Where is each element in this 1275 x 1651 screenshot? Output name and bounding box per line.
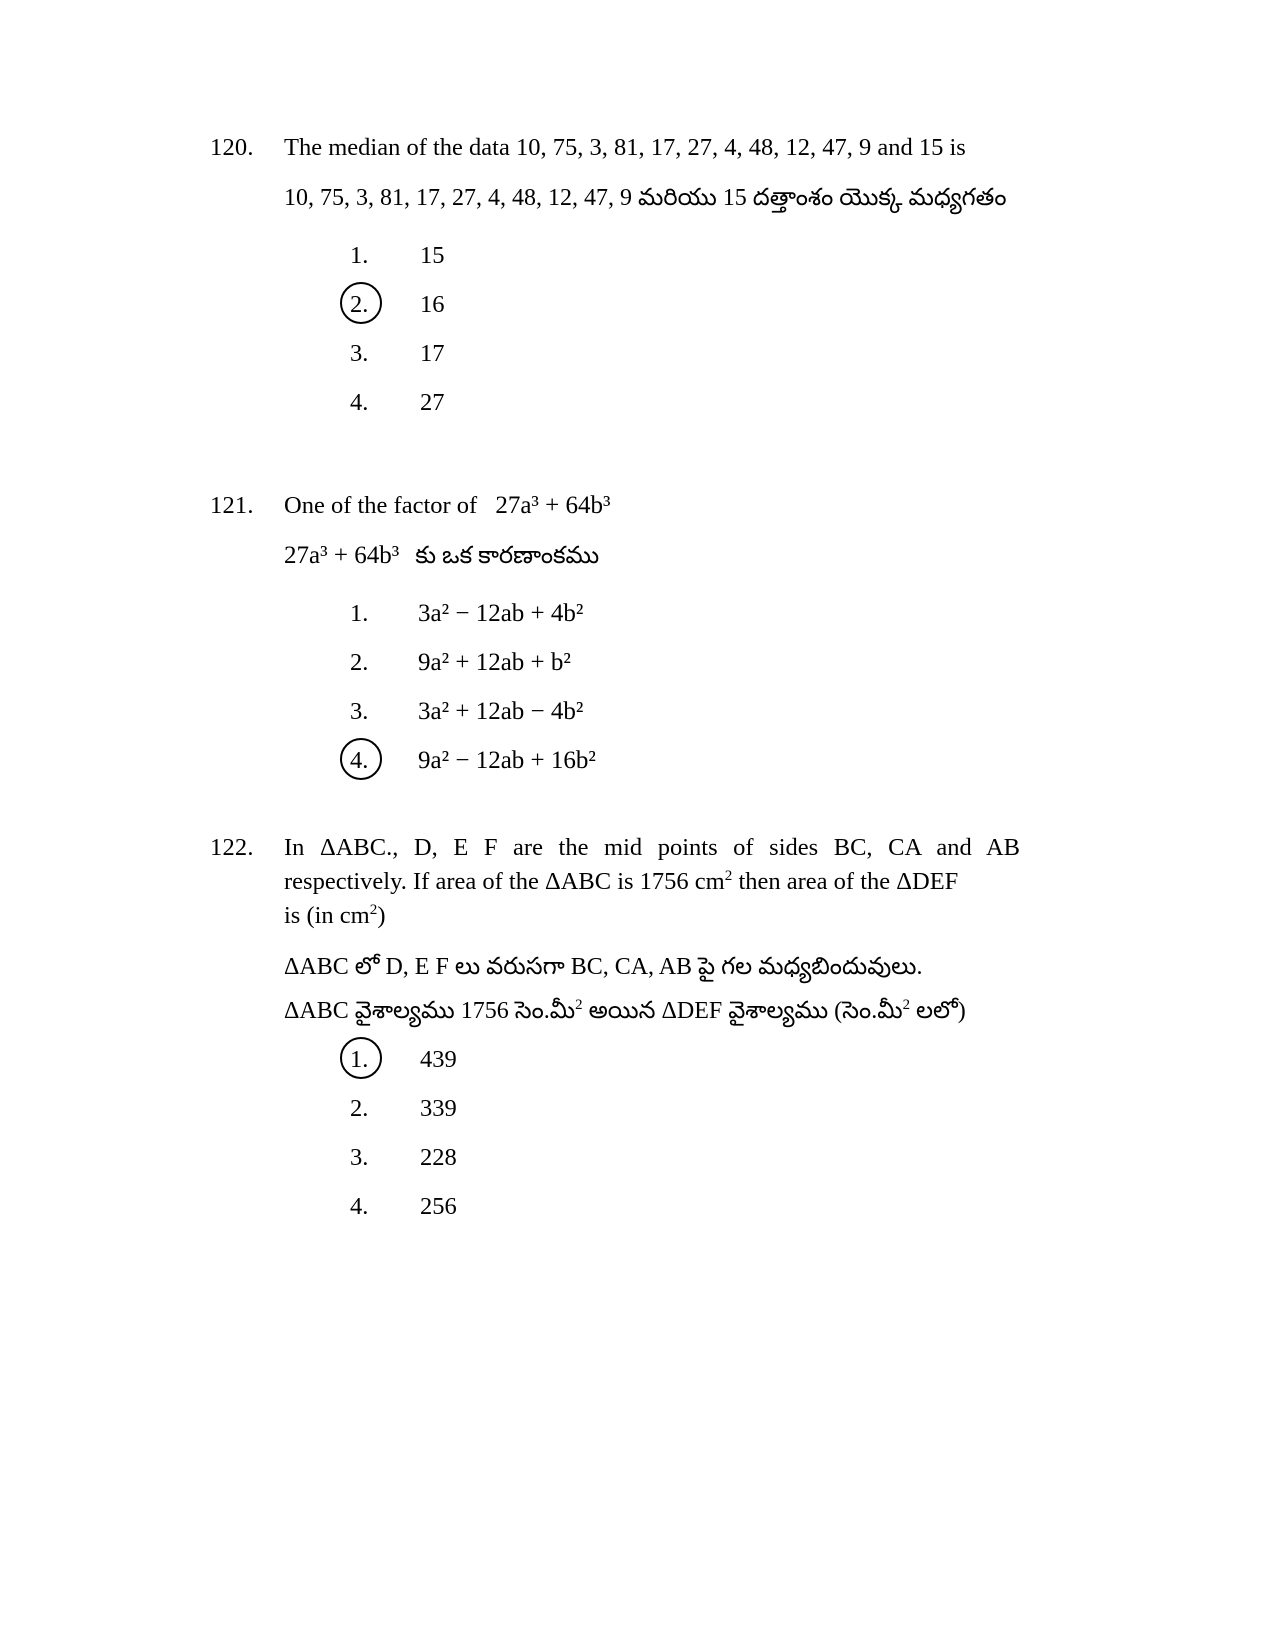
stem-telugu-line-1: ΔABC లో D, E F లు వరుసగా BC, CA, AB పై గల మధ్యబిందువులు. <box>284 954 923 980</box>
question-number: 122. <box>210 834 254 861</box>
option-list <box>344 597 1020 793</box>
option-row[interactable] <box>344 1043 1020 1092</box>
option-text: 17 <box>420 340 445 367</box>
question-stem-telugu <box>284 945 1020 1033</box>
option-text: 3a² − 12ab + 4b² <box>418 600 584 627</box>
stem-line-2 <box>284 865 1020 899</box>
stem-expression: 27a³ + 64b³ <box>495 492 611 519</box>
question-number: 120. <box>210 134 254 161</box>
question-stem-telugu: 10, 75, 3, 81, 17, 27, 4, 48, 12, 47, 9 మరియు 15 దత్తాంశం యొక్క మధ్యగతం <box>284 185 1007 211</box>
option-marker[interactable] <box>344 337 418 371</box>
stem-expression-telugu: 27a³ + 64b³ <box>284 542 400 569</box>
option-row[interactable] <box>344 239 1020 288</box>
superscript-two: 2 <box>575 997 583 1013</box>
option-marker-selected[interactable] <box>344 288 418 322</box>
option-row[interactable] <box>344 288 1020 337</box>
option-row[interactable] <box>344 597 1020 646</box>
superscript-two: 2 <box>369 900 378 918</box>
superscript-two: 2 <box>724 866 733 884</box>
option-row[interactable] <box>344 744 1020 793</box>
option-marker[interactable] <box>344 1190 418 1224</box>
option-label: 4. <box>350 747 369 774</box>
option-marker[interactable] <box>344 646 418 680</box>
option-marker[interactable] <box>344 1141 418 1175</box>
option-row[interactable] <box>344 1141 1020 1190</box>
option-text: 16 <box>420 291 445 318</box>
stem-line-3-part-b: ) <box>377 902 386 929</box>
option-text: 339 <box>420 1095 457 1122</box>
option-label: 3. <box>350 698 369 725</box>
option-label: 1. <box>350 1046 369 1073</box>
option-marker[interactable] <box>344 695 418 729</box>
option-marker[interactable] <box>344 386 418 420</box>
option-text: 15 <box>420 242 445 269</box>
option-text: 439 <box>420 1046 457 1073</box>
option-marker-selected[interactable] <box>344 1043 418 1077</box>
spacer <box>210 801 1020 831</box>
option-row[interactable] <box>344 386 1020 435</box>
question-body <box>284 831 1020 1239</box>
option-label: 2. <box>350 1095 369 1122</box>
question-120 <box>210 131 1020 435</box>
option-label: 3. <box>350 340 369 367</box>
stem-line-2-part-b: then area of the ΔDEF <box>732 868 959 895</box>
stem-line-1: In ΔABC., D, E F are the mid points of sides BC, CA and AB <box>284 834 1020 861</box>
option-label: 4. <box>350 1193 369 1220</box>
spacer <box>210 443 1020 489</box>
question-stem-english: The median of the data 10, 75, 3, 81, 17, 27, 4, 48, 12, 47, 9 and 15 is <box>284 134 966 161</box>
option-marker[interactable] <box>344 597 418 631</box>
question-list <box>210 131 1020 1247</box>
question-121 <box>210 489 1020 793</box>
option-marker-selected[interactable] <box>344 744 418 778</box>
option-label: 4. <box>350 389 369 416</box>
stem-telugu-line-2-part-a: ΔABC వైశాల్యము 1756 సెం.మీ <box>284 998 576 1024</box>
question-stem-telugu <box>284 533 1020 579</box>
option-label: 1. <box>350 600 369 627</box>
option-label: 2. <box>350 649 369 676</box>
stem-prefix: One of the factor of <box>284 492 478 519</box>
stem-suffix-telugu: కు ఒక కారణాంకము <box>415 543 600 569</box>
option-row[interactable] <box>344 1092 1020 1141</box>
stem-telugu-line-2-part-c: లలో) <box>910 998 966 1024</box>
option-list <box>344 239 1020 435</box>
option-row[interactable] <box>344 337 1020 386</box>
superscript-two: 2 <box>902 997 911 1013</box>
question-stem-english <box>284 489 1020 523</box>
option-text: 256 <box>420 1193 457 1220</box>
question-body <box>284 131 1020 435</box>
stem-line-3-part-a: is (in cm <box>284 902 370 929</box>
question-body <box>284 489 1020 793</box>
option-label: 1. <box>350 242 369 269</box>
option-text: 3a² + 12ab − 4b² <box>418 698 584 725</box>
option-text: 27 <box>420 389 445 416</box>
option-row[interactable] <box>344 1190 1020 1239</box>
option-marker[interactable] <box>344 239 418 273</box>
stem-line-2-part-a: respectively. If area of the ΔABC is 1756 cm <box>284 868 725 895</box>
option-row[interactable] <box>344 646 1020 695</box>
option-label: 3. <box>350 1144 369 1171</box>
stem-telugu-line-2-part-b: అయిన ΔDEF వైశాల్యము (సెం.మీ <box>582 998 903 1024</box>
option-row[interactable] <box>344 695 1020 744</box>
question-number: 121. <box>210 492 254 519</box>
stem-telugu-line-2 <box>284 989 1020 1033</box>
option-text: 228 <box>420 1144 457 1171</box>
stem-line-3 <box>284 899 1020 933</box>
question-122 <box>210 831 1020 1239</box>
question-stem-english <box>284 831 1020 933</box>
option-text: 9a² − 12ab + 16b² <box>418 747 596 774</box>
option-marker[interactable] <box>344 1092 418 1126</box>
option-list <box>344 1043 1020 1239</box>
option-text: 9a² + 12ab + b² <box>418 649 571 676</box>
option-label: 2. <box>350 291 369 318</box>
